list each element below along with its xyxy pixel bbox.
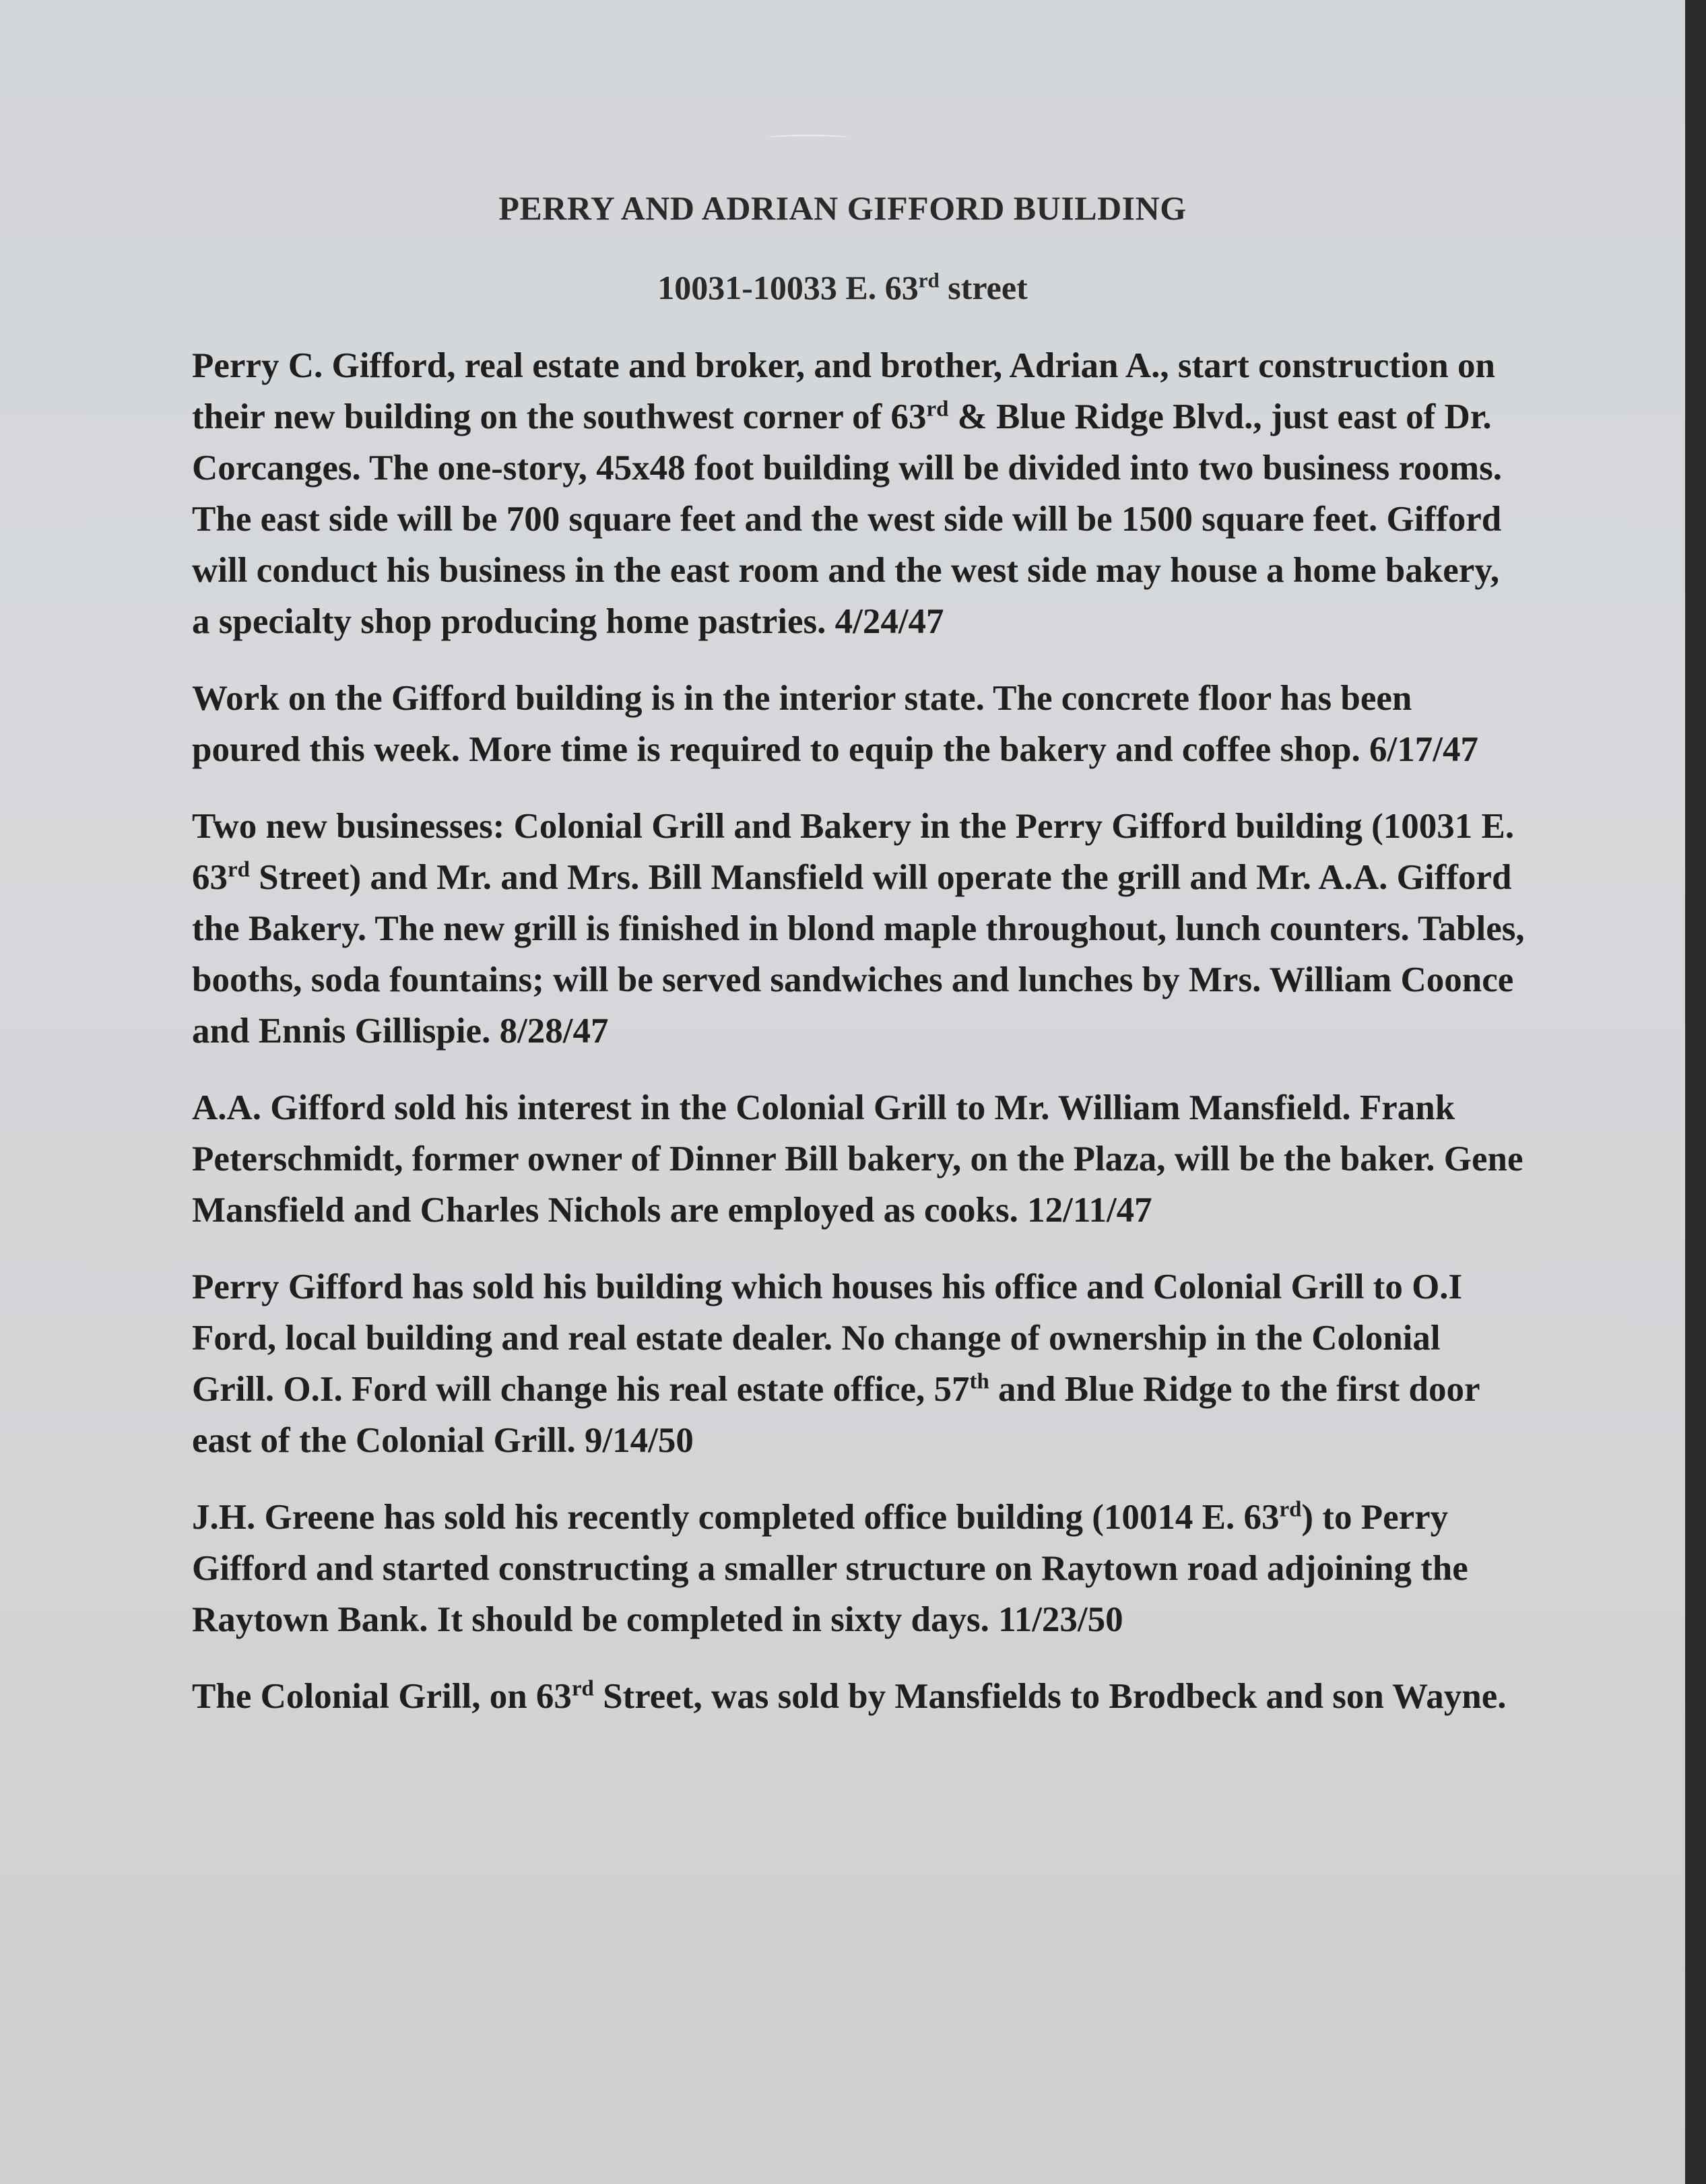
paragraph <box>192 801 1525 1057</box>
address-prefix: 10031-10033 E. 63 <box>657 269 919 306</box>
address-suffix: street <box>939 269 1028 306</box>
superscript-ordinal: rd <box>926 397 949 422</box>
paragraph <box>192 1492 1525 1645</box>
paragraph <box>192 673 1525 775</box>
paragraph <box>192 1261 1525 1466</box>
paragraph-text: ) to Perry Gifford and started constructing a smaller structure on Raytown road adjoining the Raytown Bank. It should be completed in sixty days. 11/23/50 <box>192 1498 1468 1639</box>
superscript-ordinal: rd <box>571 1676 594 1701</box>
paragraph <box>192 1082 1525 1236</box>
paragraph-text: Perry C. Gifford, real estate and broker, and brother, Adrian A., start construction on their new building on the southwest corner of 63 <box>192 346 1495 436</box>
paragraph-text: J.H. Greene has sold his recently completed office building (10014 E. 63 <box>192 1498 1280 1537</box>
paper-crease <box>768 135 849 141</box>
paragraph-text: and Blue Ridge to the first door east of the Colonial Grill. 9/14/50 <box>192 1370 1480 1460</box>
scan-background-edge <box>1685 0 1706 2184</box>
document-body <box>192 340 1525 1748</box>
paragraph-text: The Colonial Grill, on 63 <box>192 1677 572 1716</box>
paragraph <box>192 1671 1525 1722</box>
superscript-ordinal: th <box>969 1369 989 1394</box>
paragraph-text: Street) and Mr. and Mrs. Bill Mansfield will operate the grill and Mr. A.A. Gifford the Bakery. The new grill is finished in blond maple throughout, lunch counters. Tables, booths, soda fountains; will be served sandwiches and lunches by Mrs. William Coonce and Ennis Gillispie. 8/28/47 <box>192 858 1525 1051</box>
paragraph <box>192 340 1525 647</box>
document-address <box>0 268 1685 307</box>
superscript-ordinal: rd <box>228 857 250 882</box>
address-superscript: rd <box>918 268 940 292</box>
paragraph-text: & Blue Ridge Blvd., just east of Dr. Corcanges. The one-story, 45x48 foot building will be divided into two business rooms. The east side will be 700 square feet and the west side will be 1500 square feet. Gifford will conduct his business in the east room and the west side may house a home bakery, a specialty shop producing home pastries. 4/24/47 <box>192 397 1503 641</box>
paragraph-text: Perry Gifford has sold his building which houses his office and Colonial Grill to O.I Ford, local building and real estate dealer. No change of ownership in the Colonial Grill. O.I. Ford will change his real estate office, 57 <box>192 1267 1463 1409</box>
superscript-ordinal: rd <box>1279 1497 1302 1522</box>
paragraph-text: A.A. Gifford sold his interest in the Colonial Grill to Mr. William Mansfield. Frank Peterschmidt, former owner of Dinner Bill bakery, on the Plaza, will be the baker. Gene Mansfield and Charles Nichols are employed as cooks. 12/11/47 <box>192 1088 1523 1230</box>
paragraph-text: Two new businesses: Colonial Grill and Bakery in the Perry Gifford building (10031 E. 63 <box>192 807 1515 897</box>
document-title: PERRY AND ADRIAN GIFFORD BUILDING <box>498 189 1187 227</box>
paragraph-text: Street, was sold by Mansfields to Brodbeck and son Wayne. <box>593 1677 1507 1716</box>
paragraph-text: Work on the Gifford building is in the interior state. The concrete floor has been poured this week. More time is required to equip the bakery and coffee shop. 6/17/47 <box>192 679 1478 769</box>
